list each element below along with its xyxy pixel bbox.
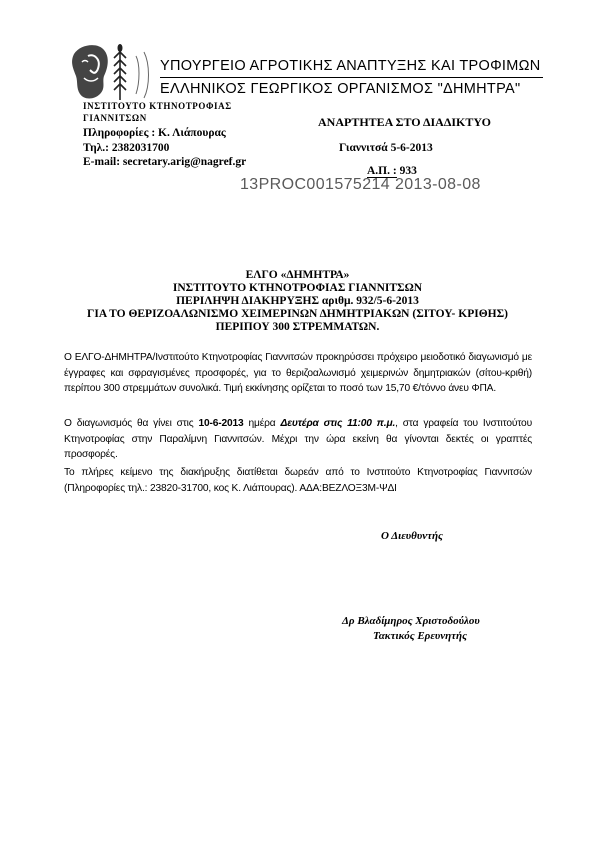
p2-text-a: Ο διαγωνισμός θα γίνει στις — [64, 418, 199, 429]
telephone: Τηλ.: 2382031700 — [83, 142, 170, 154]
organization-name: ΕΛΛΗΝΙΚΟΣ ΓΕΩΡΓΙΚΟΣ ΟΡΓΑΝΙΣΜΟΣ "ΔΗΜΗΤΡΑ" — [160, 81, 521, 97]
email-address: E-mail: secretary.arig@nagref.gr — [83, 156, 247, 168]
heading-line-4: ΓΙΑ ΤΟ ΘΕΡΙΖΟΑΛΩΝΙΣΜΟ ΧΕΙΜΕΡΙΝΩΝ ΔΗΜΗΤΡΙΑΚΩΝ (ΣΙΤΟΥ- ΚΡΙΘΗΣ) — [87, 308, 508, 320]
info-contact: Πληροφορίες : Κ. Λιάπουρας — [83, 127, 226, 139]
document-stamp: 13PROC001575214 2013-08-08 — [240, 176, 481, 193]
signer-title: Τακτικός Ερευνητής — [373, 630, 467, 642]
announcement-heading — [60, 269, 535, 334]
signature-role: Ο Διευθυντής — [381, 530, 443, 542]
ministry-name: ΥΠΟΥΡΓΕΙΟ ΑΓΡΟΤΙΚΗΣ ΑΝΑΠΤΥΞΗΣ ΚΑΙ ΤΡΟΦΙΜΩΝ — [160, 58, 541, 74]
heading-line-2: ΙΝΣΤΙΤΟΥΤΟ ΚΤΗΝΟΤΡΟΦΙΑΣ ΓΙΑΝΝΙΤΣΩΝ — [172, 282, 423, 294]
body-paragraph-2 — [64, 416, 532, 463]
signer-name: Δρ Βλαδίμηρος Χριστοδούλου — [342, 615, 480, 627]
body-paragraph-1: Ο ΕΛΓΟ-ΔΗΜΗΤΡΑ/Ινστιτούτο Κτηνοτροφίας Γιαννιτσών προκηρύσσει πρόχειρο μειοδοτικό διαγωνισμό με έγγραφες και σφραγισμένες προσφορές, για το θεριζοαλωνισμό χειμερινών δημητριακών (σίτου-κριθή) περίπου 300 στρεμμάτων συνολικά. Τιμή εκκίνησης ορίζεται το ποσό των 15,70 €/τόννο άνευ ΦΠΑ. — [64, 352, 532, 394]
publish-notice: ΑΝΑΡΤΗΤΕΑ ΣΤΟ ΔΙΑΔΙΚΤΥΟ — [318, 115, 491, 129]
heading-line-1: ΕΛΓΟ «ΔΗΜΗΤΡΑ» — [245, 269, 350, 281]
ministry-logo — [70, 42, 158, 104]
classical-head-and-wheat-logo-icon — [70, 42, 158, 104]
p2-text-c: , στα γραφεία του Ινστιτούτου Κτηνοτροφίας στην Παραλίμνη Γιαννιτσών. Μέχρι την ώρα εκείνη θα γίνονται δεκτές οι γραπτές προσφορές. — [64, 418, 532, 460]
protocol-value: 933 — [399, 165, 417, 177]
header-divider — [160, 77, 543, 78]
p2-date: 10-6-2013 — [198, 418, 244, 429]
institute-name-line1: ΙΝΣΤΙΤΟΥΤΟ ΚΤΗΝΟΤΡΟΦΙΑΣ — [83, 101, 232, 111]
heading-line-3: ΠΕΡΙΛΗΨΗ ΔΙΑΚΗΡΥΞΗΣ αριθμ. 932/5-6-2013 — [176, 295, 419, 307]
city-date: Γιαννιτσά 5-6-2013 — [339, 142, 433, 154]
p2-text-b: ημέρα — [243, 418, 281, 429]
institute-name-line2: ΓΙΑΝΝΙΤΣΩΝ — [83, 113, 147, 123]
heading-line-5: ΠΕΡΙΠΟΥ 300 ΣΤΡΕΜΜΑΤΩΝ. — [215, 321, 380, 333]
protocol-label: Α.Π. : — [367, 165, 397, 177]
p2-day-time: Δευτέρα στις 11:00 π.μ. — [280, 418, 396, 429]
body-paragraph-3: Το πλήρες κείμενο της διακήρυξης διατίθεται δωρεάν από το Ινστιτούτο Κτηνοτροφίας Γιαννιτσών (Πληροφορίες τηλ.: 23820-31700, κος Κ. Λιάπουρας). ΑΔΑ:ΒΕΖΛΟΞ3Μ-ΨΔΙ — [64, 467, 532, 494]
